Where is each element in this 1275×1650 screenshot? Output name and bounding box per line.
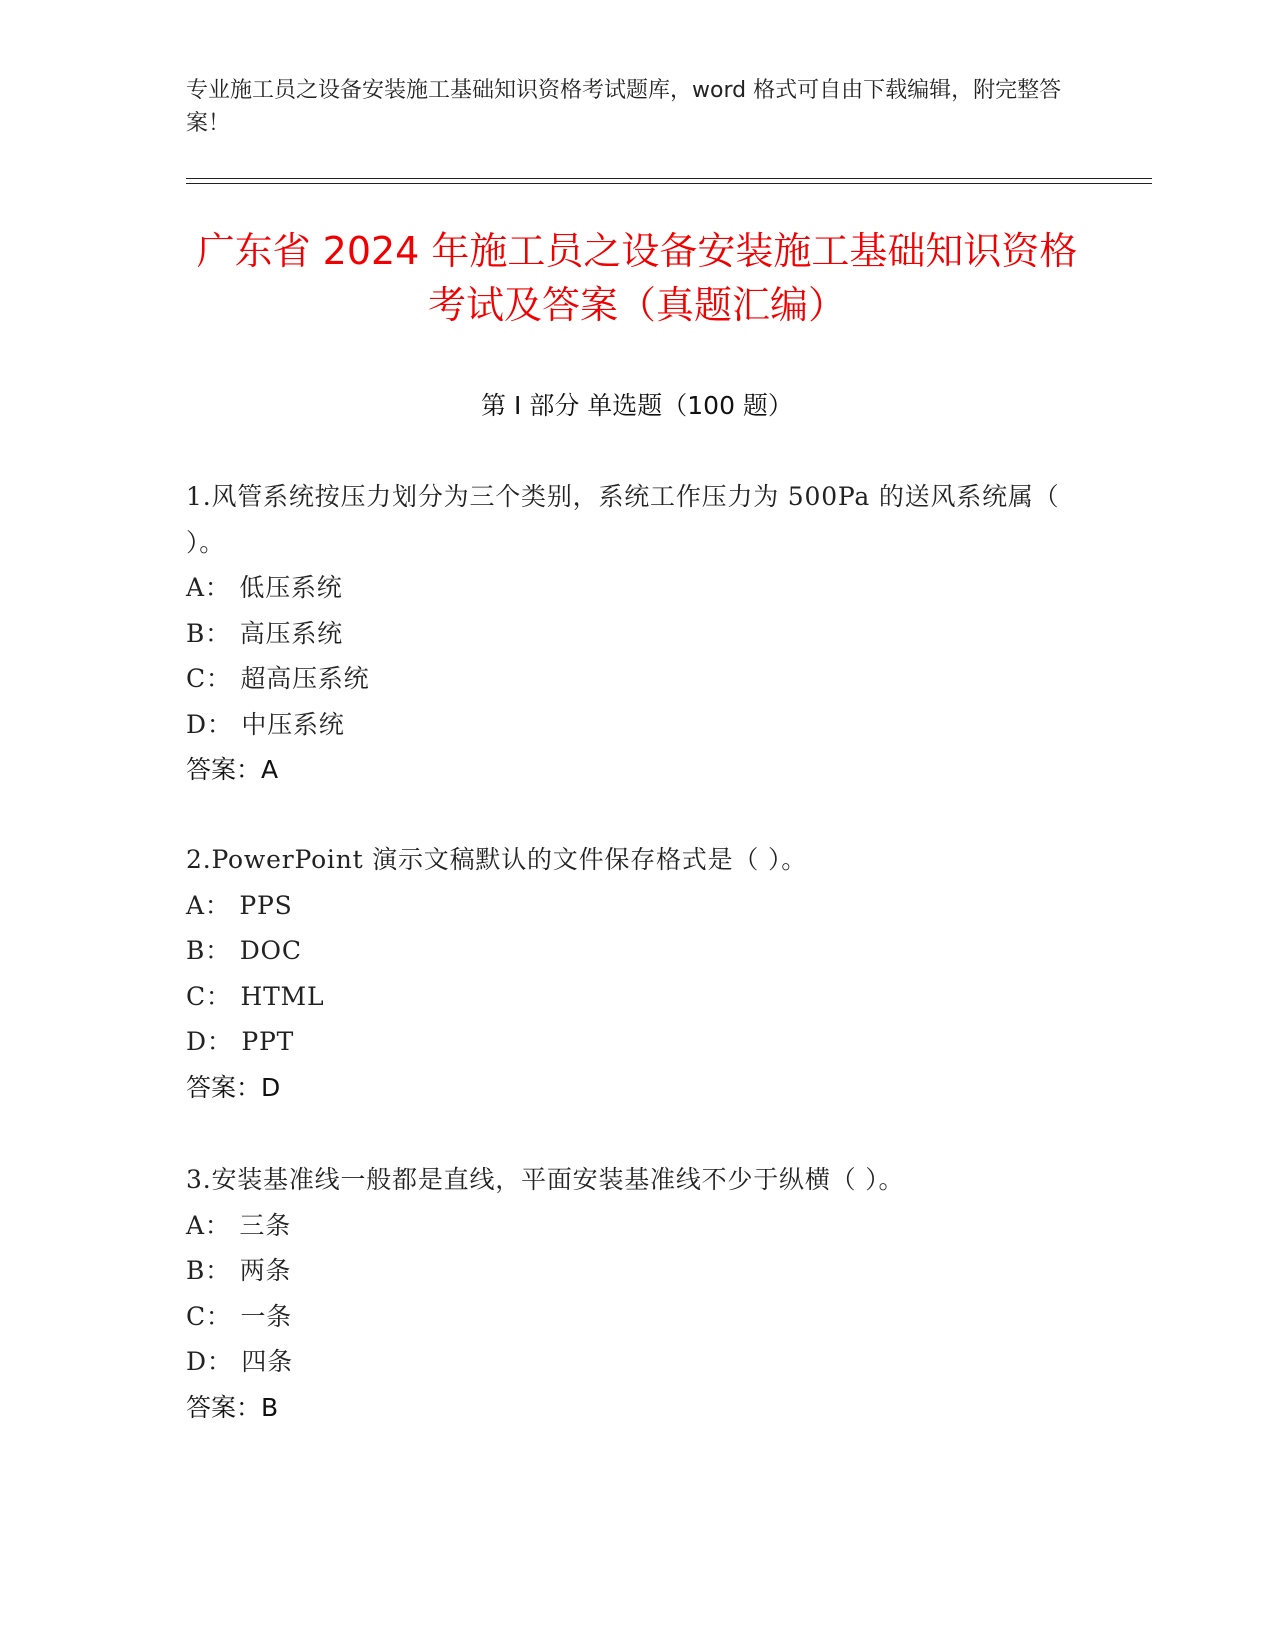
question-stem: 2.PowerPoint 演示文稿默认的文件保存格式是（ ）。 <box>186 845 808 874</box>
option-d: D： 四条 <box>186 1347 293 1376</box>
option-a: A： PPS <box>186 890 293 920</box>
option-d: D： 中压系统 <box>186 709 345 739</box>
option-a: A： 三条 <box>186 1210 292 1240</box>
answer: 答案：B <box>186 1392 279 1422</box>
option-d: D： PPT <box>186 1027 295 1056</box>
header-divider-bottom <box>186 183 1152 184</box>
option-c: C： HTML <box>186 981 325 1011</box>
option-b: B： DOC <box>186 936 302 965</box>
question-2 <box>186 837 1086 1110</box>
question-stem: 1.风管系统按压力划分为三个类别，系统工作压力为 500Pa 的送风系统属（ ）。 <box>186 482 1060 557</box>
option-b: B： 高压系统 <box>186 618 343 648</box>
option-a: A： 低压系统 <box>186 573 343 602</box>
header-divider-top <box>186 178 1152 179</box>
option-c: C： 一条 <box>186 1301 293 1331</box>
answer: 答案：A <box>186 755 279 784</box>
option-c: C： 超高压系统 <box>186 664 370 693</box>
question-3 <box>186 1157 1086 1430</box>
header-note: 专业施工员之设备安装施工基础知识资格考试题库，word 格式可自由下载编辑，附完整答案！ <box>186 78 1062 136</box>
section-title: 第 I 部分 单选题（100 题） <box>481 391 793 420</box>
answer: 答案：D <box>186 1072 281 1102</box>
document-title: 广东省 2024 年施工员之设备安装施工基础知识资格考试及答案（真题汇编） <box>196 229 1078 327</box>
option-b: B： 两条 <box>186 1256 292 1285</box>
question-stem: 3.安装基准线一般都是直线，平面安装基准线不少于纵横（ ）。 <box>186 1165 905 1194</box>
question-1 <box>186 474 1086 793</box>
